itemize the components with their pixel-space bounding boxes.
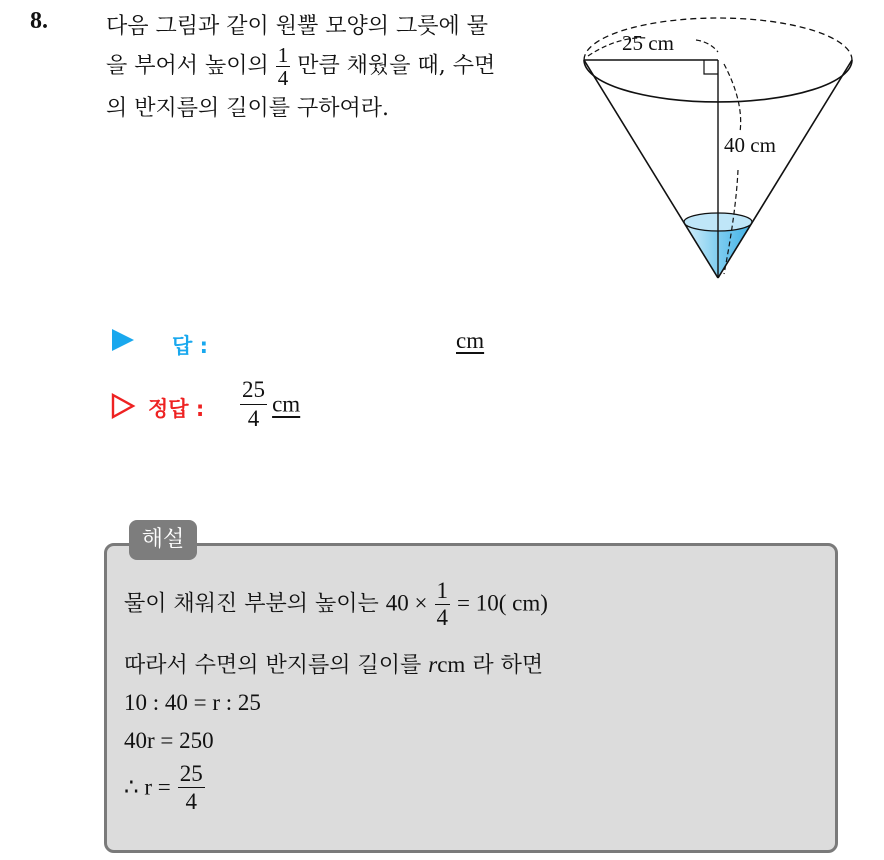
explanation-line-2-unit: cm — [437, 652, 466, 677]
question-line-2-start: 을 부어서 높이의 — [106, 53, 269, 79]
radius-brace-right — [696, 40, 718, 52]
correct-answer-fraction — [240, 376, 267, 433]
explanation-line-3: 10 : 40 = r : 25 — [124, 690, 261, 715]
height-label: 40 cm — [724, 133, 776, 157]
question-line-2 — [106, 44, 495, 89]
explanation-line-2 — [124, 650, 543, 681]
explanation-line-5-fraction — [178, 760, 205, 815]
cone-right-side — [718, 60, 852, 278]
blue-arrow-icon — [110, 327, 136, 353]
question-number: 8. — [30, 8, 48, 34]
explanation-line-5-text: ∴ r = — [124, 774, 171, 800]
question-line-1: 다음 그림과 같이 원뿔 모양의 그릇에 물 — [106, 14, 488, 39]
explanation-line-2-variable: r — [428, 652, 438, 677]
radius-label: 25 cm — [622, 31, 674, 55]
explanation-line-5-numerator: 25 — [179, 761, 203, 786]
right-angle-mark — [704, 60, 718, 74]
correct-answer-label: 정답 : — [148, 397, 205, 421]
height-brace-top — [724, 64, 741, 132]
question-fraction — [276, 44, 291, 89]
correct-answer-unit: cm — [272, 391, 301, 417]
correct-answer-value — [240, 376, 300, 433]
answer-unit: cm — [456, 328, 485, 353]
explanation-line-1 — [124, 578, 548, 631]
red-outline-arrow-icon — [110, 393, 136, 419]
explanation-line-1-fraction — [435, 578, 451, 631]
question-line-2-end: 만큼 채웠을 때, 수면 — [297, 53, 496, 79]
cone-left-side — [584, 60, 718, 278]
explanation-line-5-denominator: 4 — [178, 787, 205, 815]
explanation-line-1-denominator: 4 — [436, 605, 448, 630]
explanation-line-5 — [124, 760, 205, 815]
fraction-denominator: 4 — [277, 66, 289, 90]
explanation-line-1-math-b: = 10( cm) — [457, 590, 548, 616]
explanation-line-1-text: 물이 채워진 부분의 높이는 — [124, 591, 379, 617]
correct-fraction-numerator: 25 — [242, 377, 265, 402]
explanation-line-2-text: 따라서 수면의 반지름의 길이를 — [124, 653, 422, 678]
answer-row — [110, 327, 136, 353]
fraction-numerator: 1 — [277, 43, 289, 67]
explanation-line-2-end: 라 하면 — [472, 653, 544, 678]
correct-fraction-denominator: 4 — [240, 404, 267, 433]
explanation-line-4: 40r = 250 — [124, 728, 214, 753]
explanation-line-1-math-a: 40 × — [385, 590, 428, 616]
answer-label: 답 : — [172, 334, 208, 358]
cone-figure — [578, 12, 868, 284]
explanation-tab: 해설 — [129, 520, 197, 560]
explanation-line-1-numerator: 1 — [436, 578, 448, 603]
question-line-3: 의 반지름의 길이를 구하여라. — [106, 96, 389, 121]
